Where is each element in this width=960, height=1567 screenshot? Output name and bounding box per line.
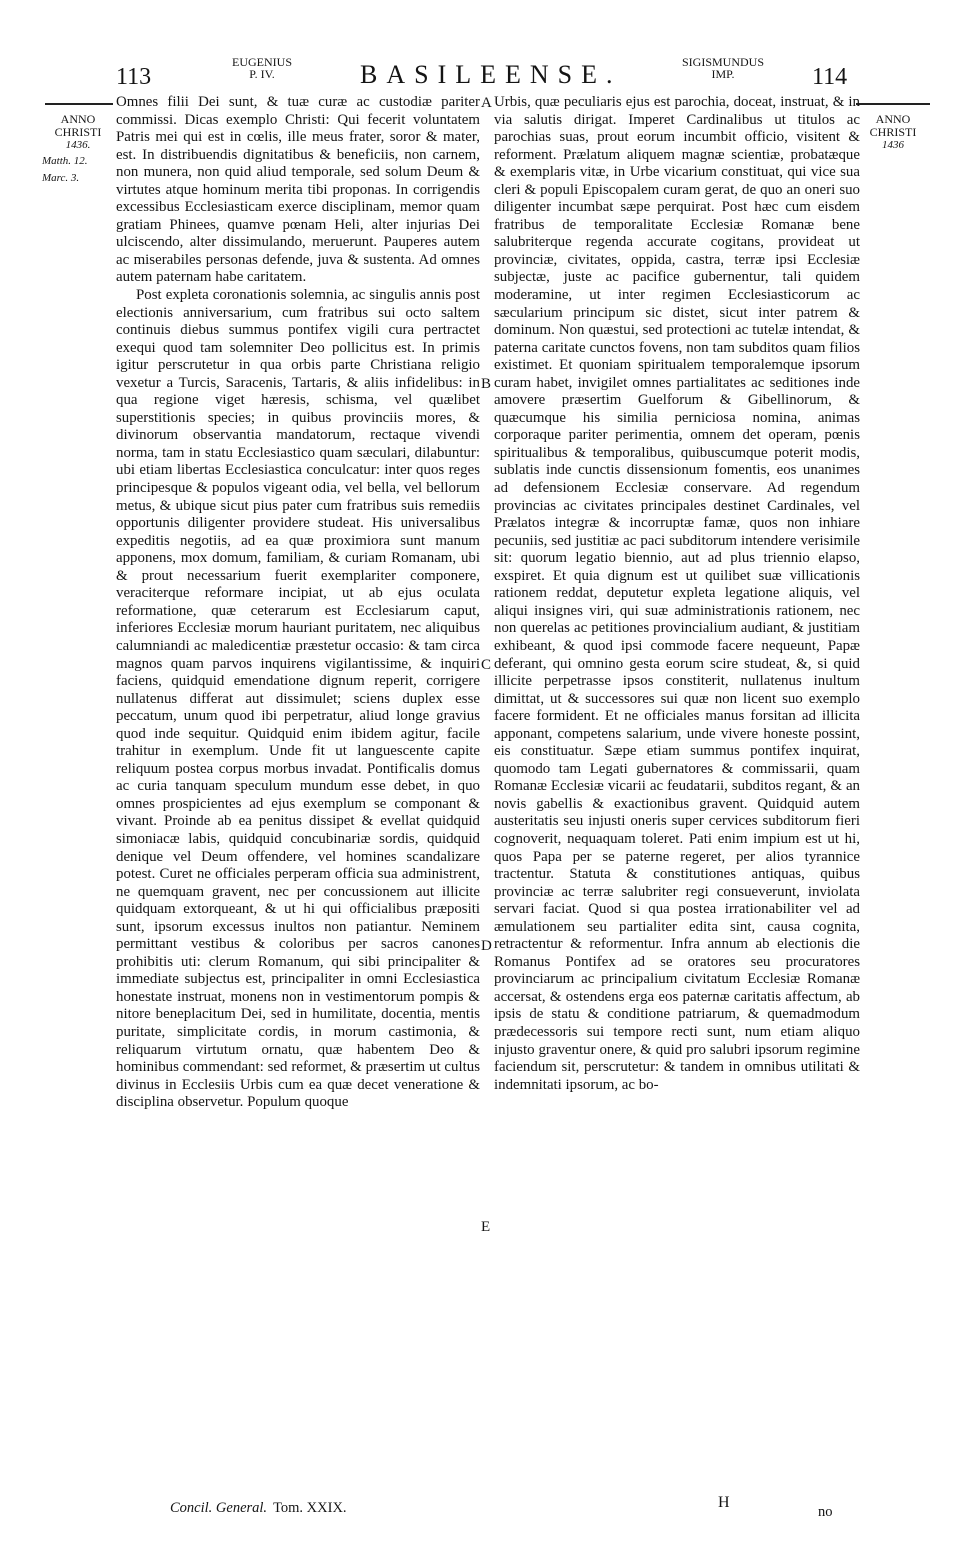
section-letter-c: C <box>481 657 492 673</box>
page-number-left: 113 <box>116 64 152 90</box>
page-title: BASILEENSE. <box>360 60 622 89</box>
section-letter-e: E <box>481 1219 491 1235</box>
margin-year-right: 1436 <box>882 139 904 151</box>
right-text-column <box>494 94 860 1094</box>
margin-christi-right-word: CHRISTI <box>869 125 917 139</box>
running-head-right <box>664 56 782 80</box>
page-number-right: 114 <box>812 64 848 90</box>
margin-note-mark: Marc. 3. <box>42 172 80 184</box>
section-letter-a: A <box>481 95 492 111</box>
margin-note-matthew: Matth. 12. <box>42 155 88 167</box>
left-paragraph-2: Post expleta coronationis solemnia, ac singulis annis post electionis anniversarium, cum fratribus sui octo saltem continuis diebus summus pontifex vigili cura pertractet exequi quod tam solemniter Deo pollicitus est. In primis igitur perscrutetur in qua orbis parte Christiana religio vexetur a Turcis, Saracenis, Tartaris, & aliis infidelibus: in qua regione viget hæresis, schisma, vel quælibet superstitionis species; in quibus provinciis mores, & divinorum observantia mandatorum, rectaque vivendi norma, tam in statu Ecclesiastico quam sæculari, dilabuntur: ubi etiam libertas Ecclesiastica conculcatur: inter quos reges principesque & populos vigeant odia, vel bella, vel bellorum metus, & ubique sicut pius pater cum fratribus suis remediis opportunis diligenter providere studeat. His universalibus expeditis negotiis, ad ea quæ proximiora sunt manum apponens, mox domum, familiam, & curiam Romanam, ubi & prout necessarium fuerit exemplariter componere, veraciterque reformare incipiat, ut ab ejus oculata reformatione, quæ ceterarum est Ecclesiarum caput, inferiores Ecclesiæ morum hauriant puritatem, nec aliquibus calumniandi ac maledicentiæ præstetur occasio: & tam circa magnos quam parvos inquirens vigilantissime, & inquiri faciens, quidquid emendatione dignum reperit, corrigere nullatenus differat aut dissimulet; sciens duplex esse peccatum, unum quod ibi perpetratur, aliud longe gravius quod inde sequitur. Quidquid enim ibidem agitur, facile trahitur in exemplum. Unde fit ut languescente capite reliquum postea corpus morbus invadat. Pontificalis domus ac curia tanquam speculum mundum esse debet, in quo omnes prospicientes ad ejus exemplum se componant & vivant. Proinde ab ea penitus dissipet & evellat quidquid simoniacæ labis, quidquid concubinariæ sordis, quidquid denique vel Deum offendere, vel homines scandalizare potest. Curet ne officiales perperam officia sua administrent, ne quemquam gravent, nec per concussionem aut illicite quidquam extorqueant, & ut hi qui officialibus præpositi sunt, ipsorum excessus inultos non patiantur. Neminem permittant vestibus & coloribus per sacros canones prohibitis uti: clerum Romanum, qui sibi principaliter & immediate subjectus est, principaliter in omni Ecclesiastica honestate instruat, monens non in vestimentorum pompis & nitore beneplacitum Dei, sed in humilitate, docentia, mentis puritate, simplicitate cordis, in morum castimonia, & reliquarum virtutum ornatu, quæ habentem Deo & hominibus commendant: sed reformet, & præsertim ut cultus divinus in Ecclesiis Urbis cum ea quæ decet veneratione & disciplina observetur. Populum quoque <box>116 287 480 1111</box>
left-paragraph-1: Omnes filii Dei sunt, & tuæ curæ ac custodiæ pariter commissi. Dicas exemplo Christi: Qui fecerit voluntatem Patris mei qui est in cœlis, ille meus frater, soror & mater, est. In distribuendis dignitatibus & beneficiis, non carnem, non munera, non quid aliud temporale, sed solum Deum & virtutes atque hominum merita tibi proponas. In corrigendis excessibus Ecclesiasticam exerce disciplinam, memor quam gratiam Phinees, quamve pœnam Heli, alter injurias Dei ulciscendo, alter dissimulando, meruerunt. Pauperes autem ac miserabiles personas defende, juva & sustenta. Ad omnes autem paternam habe caritatem. <box>116 94 480 286</box>
running-head-right-line1: SIGISMUNDUS <box>681 55 764 69</box>
section-letter-d: D <box>481 938 492 954</box>
running-head-left-line2: P. IV. <box>249 67 275 81</box>
left-text-column <box>116 94 480 1112</box>
section-letter-b: B <box>481 376 492 392</box>
footer-source <box>170 1500 347 1517</box>
running-head-right-line2: IMP. <box>711 67 735 81</box>
header-rule-left <box>45 103 113 105</box>
margin-anno-right-word: ANNO <box>875 112 911 126</box>
margin-anno-left <box>48 113 108 152</box>
right-paragraph-1: Urbis, quæ peculiaris ejus est parochia, doceat, instruat, & in via salutis dirigat. Imperet Cardinalibus ut titulos ac parochias suas, prout eorum incumbit officio, visitent & reforment. Prælatum aliquem magnæ scientiæ, probatæque & exemplaris vitæ, in Urbe vicarium constituat, qui vice sua cleri & populi Episcopalem curam gerat, de quo an oneri suo diligenter incumbat sæpe perquirat. Post hæc cum eisdem fratribus de temporalitate Ecclesiæ Romanæ bene salubriterque regenda accurate cogitans, provideat ut provinciæ, civitates, oppida, castra, terræ ipsi Ecclesiæ subjectæ, juste ac pacifice gubernentur, tali quidem moderamine, ut inter regimen Ecclesiasticorum ac sæcularium principum sic distet, sicut inter patrem & dominum. Non quæstui, sed protectioni ac tutelæ intendat, & paterna caritate cunctos fovens, non tam subditos quam filios existimet. Et quoniam spiritualem temporalemque ipsorum curam habet, invigilet omnes partialitates ac seditiones inde amovere præsertim Guelforum & Gibellinorum, & quæcumque his similia perniciosa nomina, animas corporaque pariter perimentia, omnem det operam, pœnis spiritualibus & temporalibus, quibuscumque poterit modis, sublatis inde cunctis dissensionum fomentis, eos unanimes ad defensionem Ecclesiæ conservare. Ad regendum provincias ac civitates principales destinet Cardinales, vel Prælatos integræ & incorruptæ famæ, quos non inhiare pecuniis, sed justitiæ ac paci subditorum intendere verisimile sit: quorum legatio biennio, aut ad plus triennio elapso, exspiret. Et quia dignum est ut quilibet suæ villicationis rationem reddat, deputetur expleta legatione aliquis, vel aliqui insignes viri, qui suæ administrationis rationem, nec non querelas ac petitiones provincialium audiant, & justitiam exhibeant, & quod ipsi commode facere nequeunt, Papæ deferant, qui omnino gesta eorum scire studeat, &, si quid illicite perpetrasse ipsos constiterit, nullatenus inultum dimittat, ut & successores sui quæ non licent suo exemplo facere formident. Et ne officiales manus forsitan ad illicita apponant, competens salarium, unde vivere honeste possint, eis constituatur. Sæpe etiam summus pontifex inquirat, quomodo tam Legati gubernatores & commissarii, quam Romanæ Ecclesiæ vicarii ac feudatarii, subditos regant, & an novis gabellis & exactionibus gravent. Quidquid autem austeritatis seu injusti oneris super cervices subditorum fieri cognoverit, nequaquam toleret. Pati enim impium est ut hi, quos Papa per se paterne regeret, per alios tyrannice tractentur. Statuta & constitutiones antiquas, quibus provinciæ ac terræ salubriter regi consueverunt, inviolata servari faciat. Quod si qua postea irrationabiliter vel ad æmulationem seu partialiter edita sint, causa cognita, retractentur & reformentur. Infra annum ab electionis die Romanus Pontifex ad se oratores seu procuratores provinciarum ac principalium civitatum Ecclesiæ Romanæ accersat, & ostendens erga eos paternæ caritatis affectum, ab ipsis de statu & conditione patriarum, & quemadmodum prædecessoris sui tempore recti sunt, num etiam aliquo injusto graventur onere, & quid pro salubri ipsorum regimine faciendum sit, perscrutetur: & tandem in omnibus utilitati & indemnitati ipsorum, ac bo- <box>494 94 860 1093</box>
running-head-left-line1: EUGENIUS <box>232 55 292 69</box>
margin-anno-left-word: ANNO <box>60 112 96 126</box>
footer-signature: H <box>718 1494 730 1511</box>
footer-source-title: Concil. General. <box>170 1500 268 1516</box>
footer-source-tome: Tom. XXIX. <box>273 1500 347 1516</box>
footer-catchword: no <box>818 1504 833 1520</box>
running-head-left <box>216 56 308 80</box>
header-rule-right <box>856 103 930 105</box>
margin-year-left: 1436. <box>65 139 91 151</box>
margin-anno-right <box>860 113 926 152</box>
margin-christi-left-word: CHRISTI <box>54 125 102 139</box>
